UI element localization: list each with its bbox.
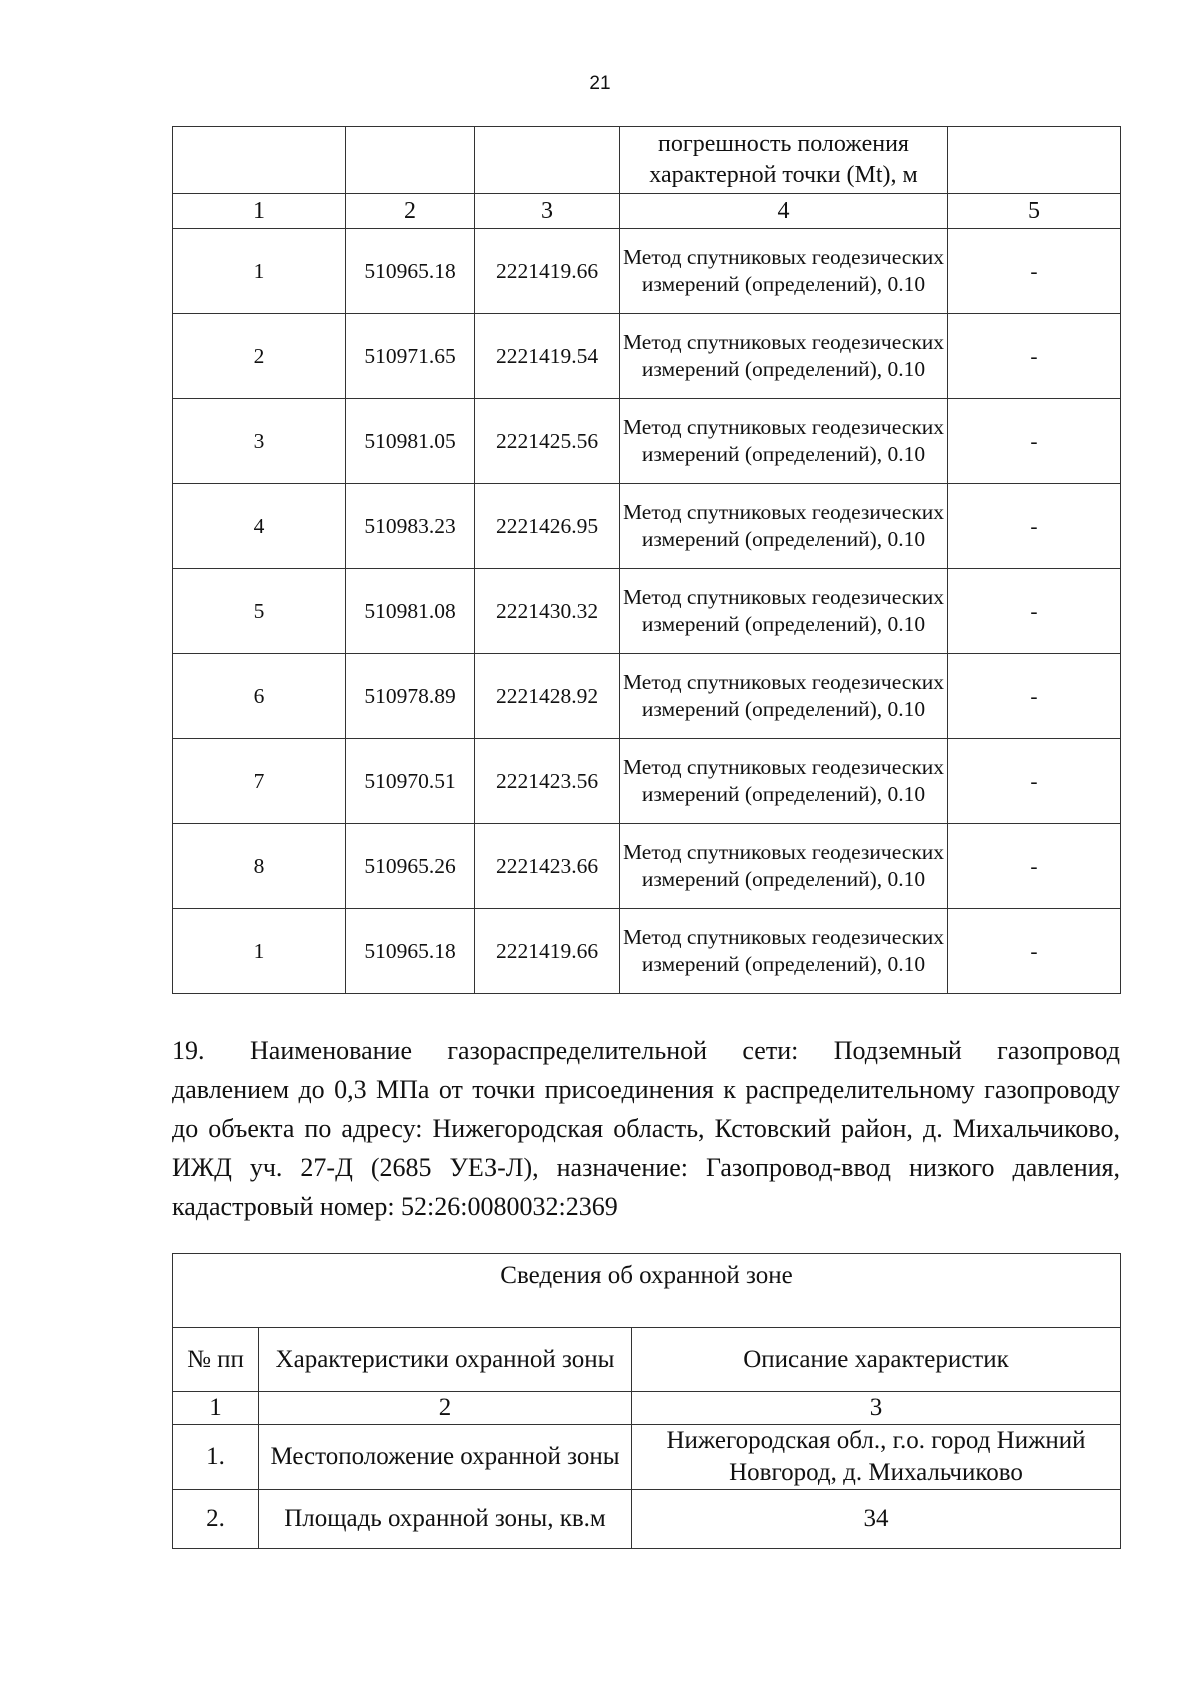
column-number: 1 xyxy=(173,1392,259,1425)
header-cell xyxy=(475,127,620,194)
zone-row-description: Нижегородская обл., г.о. город Нижний Новгород, д. Михальчиково xyxy=(632,1425,1121,1490)
coord-y: 2221428.92 xyxy=(475,654,620,739)
note: - xyxy=(948,654,1121,739)
method-accuracy: Метод спутниковых геодезических измерений (определений), 0.10 xyxy=(620,569,948,654)
point-number: 3 xyxy=(173,399,346,484)
note: - xyxy=(948,909,1121,994)
point-number: 4 xyxy=(173,484,346,569)
zone-column-numbers-row xyxy=(173,1392,1121,1425)
paragraph-text: Наименование газораспределительной сети: Подземный газопровод давлением до 0,3 МПа от точки присоединения к распределительному газопроводу до объекта по адресу: Нижегородская область, Кстовский район, д. Михальчиково, ИЖД уч. 27-Д (2685 УЕЗ-Л), назначение: Газопровод-ввод низкого давления, кадастровый номер: 52:26:0080032:2369 xyxy=(172,1036,1120,1221)
point-number: 6 xyxy=(173,654,346,739)
protection-zone-table xyxy=(172,1253,1121,1549)
table-row xyxy=(173,909,1121,994)
method-accuracy: Метод спутниковых геодезических измерений (определений), 0.10 xyxy=(620,229,948,314)
zone-row-area xyxy=(173,1490,1121,1549)
method-accuracy: Метод спутниковых геодезических измерений (определений), 0.10 xyxy=(620,314,948,399)
column-number: 2 xyxy=(259,1392,632,1425)
zone-header-row xyxy=(173,1328,1121,1392)
zone-row-description: 34 xyxy=(632,1490,1121,1549)
section-paragraph xyxy=(172,1031,1120,1226)
point-number: 1 xyxy=(173,229,346,314)
header-cell xyxy=(173,127,346,194)
method-accuracy: Метод спутниковых геодезических измерений (определений), 0.10 xyxy=(620,739,948,824)
zone-header-number: № пп xyxy=(173,1328,259,1392)
column-number: 5 xyxy=(948,194,1121,229)
coord-x: 510965.26 xyxy=(346,824,475,909)
coordinates-table xyxy=(172,126,1121,994)
header-cell xyxy=(948,127,1121,194)
zone-header-description: Описание характеристик xyxy=(632,1328,1121,1392)
note: - xyxy=(948,569,1121,654)
coord-y: 2221419.54 xyxy=(475,314,620,399)
method-accuracy: Метод спутниковых геодезических измерений (определений), 0.10 xyxy=(620,909,948,994)
zone-row-number: 2. xyxy=(173,1490,259,1549)
note: - xyxy=(948,229,1121,314)
method-accuracy: Метод спутниковых геодезических измерений (определений), 0.10 xyxy=(620,654,948,739)
method-accuracy: Метод спутниковых геодезических измерений (определений), 0.10 xyxy=(620,399,948,484)
coord-x: 510983.23 xyxy=(346,484,475,569)
note: - xyxy=(948,399,1121,484)
coord-y: 2221426.95 xyxy=(475,484,620,569)
coord-x: 510981.08 xyxy=(346,569,475,654)
coord-x: 510965.18 xyxy=(346,909,475,994)
table-row xyxy=(173,569,1121,654)
header-cell-accuracy: погрешность положения характерной точки (Mt), м xyxy=(620,127,948,194)
zone-table-title: Сведения об охранной зоне xyxy=(173,1254,1121,1328)
table-row xyxy=(173,484,1121,569)
note: - xyxy=(948,484,1121,569)
method-accuracy: Метод спутниковых геодезических измерений (определений), 0.10 xyxy=(620,484,948,569)
note: - xyxy=(948,739,1121,824)
column-number: 2 xyxy=(346,194,475,229)
point-number: 1 xyxy=(173,909,346,994)
zone-title-row xyxy=(173,1254,1121,1328)
column-number: 4 xyxy=(620,194,948,229)
column-numbers-row xyxy=(173,194,1121,229)
coord-x: 510971.65 xyxy=(346,314,475,399)
table-header-row xyxy=(173,127,1121,194)
table-row xyxy=(173,229,1121,314)
zone-row-characteristic: Площадь охранной зоны, кв.м xyxy=(259,1490,632,1549)
point-number: 2 xyxy=(173,314,346,399)
column-number: 3 xyxy=(632,1392,1121,1425)
header-cell xyxy=(346,127,475,194)
zone-row-location xyxy=(173,1425,1121,1490)
page-number: 21 xyxy=(589,73,611,94)
point-number: 5 xyxy=(173,569,346,654)
paragraph-number: 19. xyxy=(172,1036,205,1065)
table-row xyxy=(173,654,1121,739)
point-number: 7 xyxy=(173,739,346,824)
coord-x: 510981.05 xyxy=(346,399,475,484)
zone-row-characteristic: Местоположение охранной зоны xyxy=(259,1425,632,1490)
column-number: 3 xyxy=(475,194,620,229)
note: - xyxy=(948,824,1121,909)
coord-y: 2221425.56 xyxy=(475,399,620,484)
note: - xyxy=(948,314,1121,399)
coord-y: 2221419.66 xyxy=(475,909,620,994)
table-row xyxy=(173,314,1121,399)
coord-y: 2221423.66 xyxy=(475,824,620,909)
coord-x: 510978.89 xyxy=(346,654,475,739)
coord-y: 2221423.56 xyxy=(475,739,620,824)
table-row xyxy=(173,399,1121,484)
table-row xyxy=(173,824,1121,909)
column-number: 1 xyxy=(173,194,346,229)
table-row xyxy=(173,739,1121,824)
point-number: 8 xyxy=(173,824,346,909)
coord-y: 2221419.66 xyxy=(475,229,620,314)
method-accuracy: Метод спутниковых геодезических измерений (определений), 0.10 xyxy=(620,824,948,909)
zone-header-characteristic: Характеристики охранной зоны xyxy=(259,1328,632,1392)
coord-x: 510970.51 xyxy=(346,739,475,824)
zone-row-number: 1. xyxy=(173,1425,259,1490)
coord-x: 510965.18 xyxy=(346,229,475,314)
coord-y: 2221430.32 xyxy=(475,569,620,654)
